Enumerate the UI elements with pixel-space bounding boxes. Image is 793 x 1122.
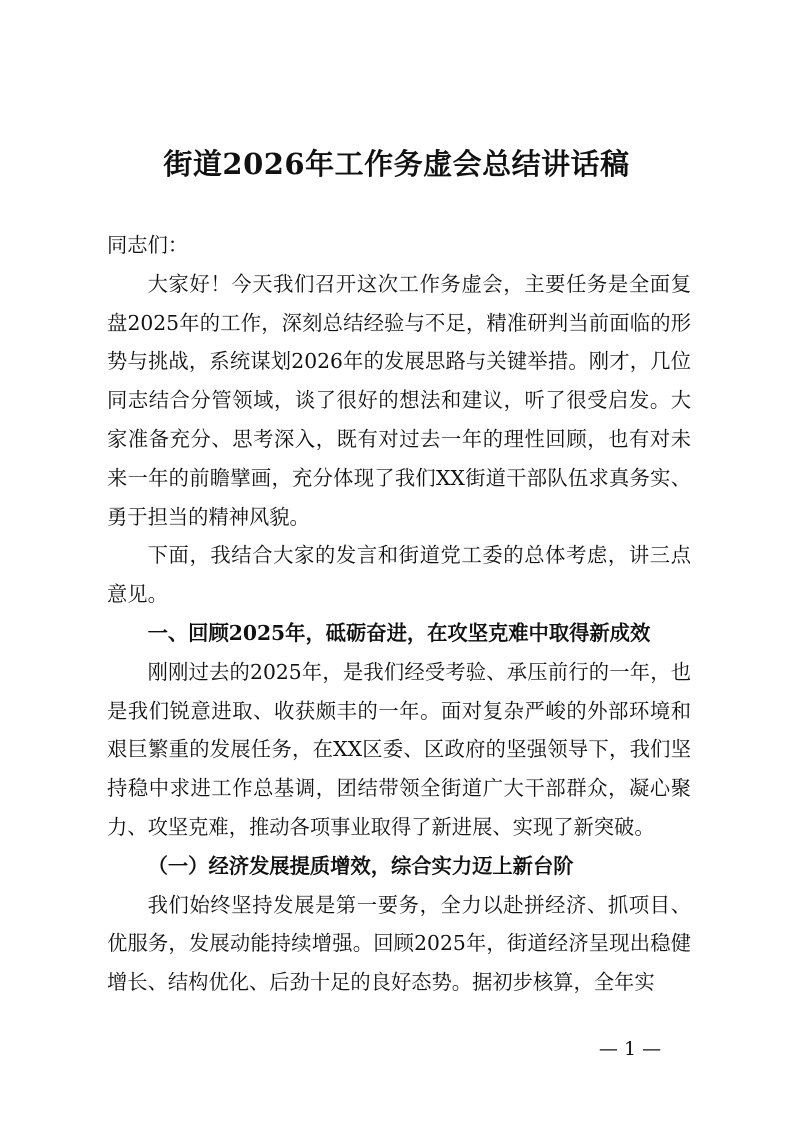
section-heading-one: 一、回顾2025年，砥砺奋进，在攻坚克难中取得新成效 [147, 620, 651, 645]
document-body [107, 226, 691, 1002]
paragraph-intro: 下面，我结合大家的发言和街道党工委的总体考虑，讲三点意见。 [107, 543, 691, 607]
salutation: 同志们： [107, 233, 189, 257]
paragraph-review: 刚刚过去的2025年，是我们经受考验、承压前行的一年，也是我们锐意进取、收获颇丰的一年。面对复杂严峻的外部环境和艰巨繁重的发展任务，在XX区委、区政府的坚强领导下，我们坚持稳中求进工作总基调，团结带领全街道广大干部群众，凝心聚力、攻坚克难，推动各项事业取得了新进展、实现了新突破。 [107, 659, 691, 839]
document-title: 街道2026年工作务虚会总结讲话稿 [163, 147, 630, 181]
subsection-heading-economy: （一）经济发展提质增效，综合实力迈上新台阶 [147, 853, 574, 878]
page-number: — 1 — [598, 1038, 662, 1060]
paragraph-opening: 大家好！今天我们召开这次工作务虚会，主要任务是全面复盘2025年的工作，深刻总结经验与不足，精准研判当前面临的形势与挑战，系统谋划2026年的发展思路与关键举措。刚才，几位同志结合分管领域，谈了很好的想法和建议，听了很受启发。大家准备充分、思考深入，既有对过去一年的理性回顾，也有对未来一年的前瞻擘画，充分体现了我们XX街道干部队伍求真务实、勇于担当的精神风貌。 [107, 271, 691, 529]
paragraph-economy: 我们始终坚持发展是第一要务，全力以赴拼经济、抓项目、优服务，发展动能持续增强。回顾2025年，街道经济呈现出稳健增长、结构优化、后劲十足的良好态势。据初步核算，全年实 [107, 892, 691, 995]
